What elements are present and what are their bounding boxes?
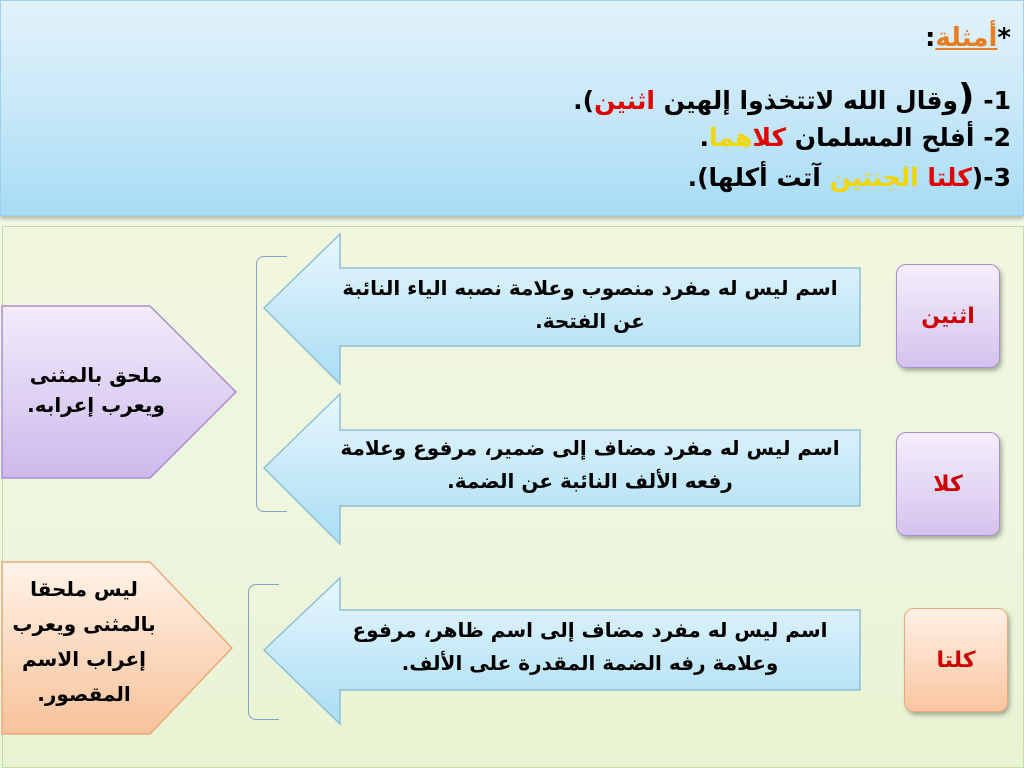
example-1-close: ). [573,86,595,115]
word-box-kila [896,432,1000,536]
example-1-highlight: اثنين [594,86,655,115]
example-3-highlight-red: كلتا [927,163,972,192]
example-2 [700,123,1011,152]
example-2-number: 2- [983,123,1011,152]
example-1 [573,77,1011,118]
word-ithnayn: اثنين [921,303,975,329]
example-3 [688,163,1011,192]
word-kilta: كلتا [936,647,976,673]
word-box-kilta [904,608,1008,712]
example-3-close: ). [687,163,709,192]
example-2-end: . [699,123,710,152]
example-3-highlight-yellow: الجنتين [829,163,919,192]
example-1-open-paren: ( [958,77,975,118]
example-1-text: وقال الله لاتتخذوا إلهين [663,86,959,115]
examples-panel [0,0,1024,216]
example-3-text: آتت أكلها [708,163,821,192]
example-2-highlight-red: كلا [752,123,787,152]
example-3-open-paren: ( [971,163,984,192]
example-3-number: 3- [983,163,1011,192]
example-2-highlight-yellow: هما [709,123,753,152]
examples-heading [925,23,1011,53]
arrow-ithnayn-text: اسم ليس له مفرد منصوب وعلامة نصبه الياء النائبة عن الفتحة. [342,276,838,333]
example-1-number: 1- [983,86,1011,115]
laysa-mulhaqa-text: ليس ملحقا بالمثنى ويعرب إعراب الاسم المقصور. [12,577,156,706]
word-kila: كلا [933,471,963,497]
arrow-kilta-text: اسم ليس له مفرد مضاف إلى اسم ظاهر، مرفوع وعلامة رفه الضمة المقدرة على الألف. [352,618,828,675]
mulhaq-text: ملحق بالمثنى ويعرب إعرابه. [27,363,165,417]
example-2-text: أفلح المسلمان [794,123,975,152]
heading-word: أمثلة [935,23,998,53]
heading-colon: : [924,23,936,53]
heading-star: * [997,23,1011,53]
word-box-ithnayn [896,264,1000,368]
arrow-kila-text: اسم ليس له مفرد مضاف إلى ضمير، مرفوع وعلامة رفعه الألف النائبة عن الضمة. [340,436,840,493]
